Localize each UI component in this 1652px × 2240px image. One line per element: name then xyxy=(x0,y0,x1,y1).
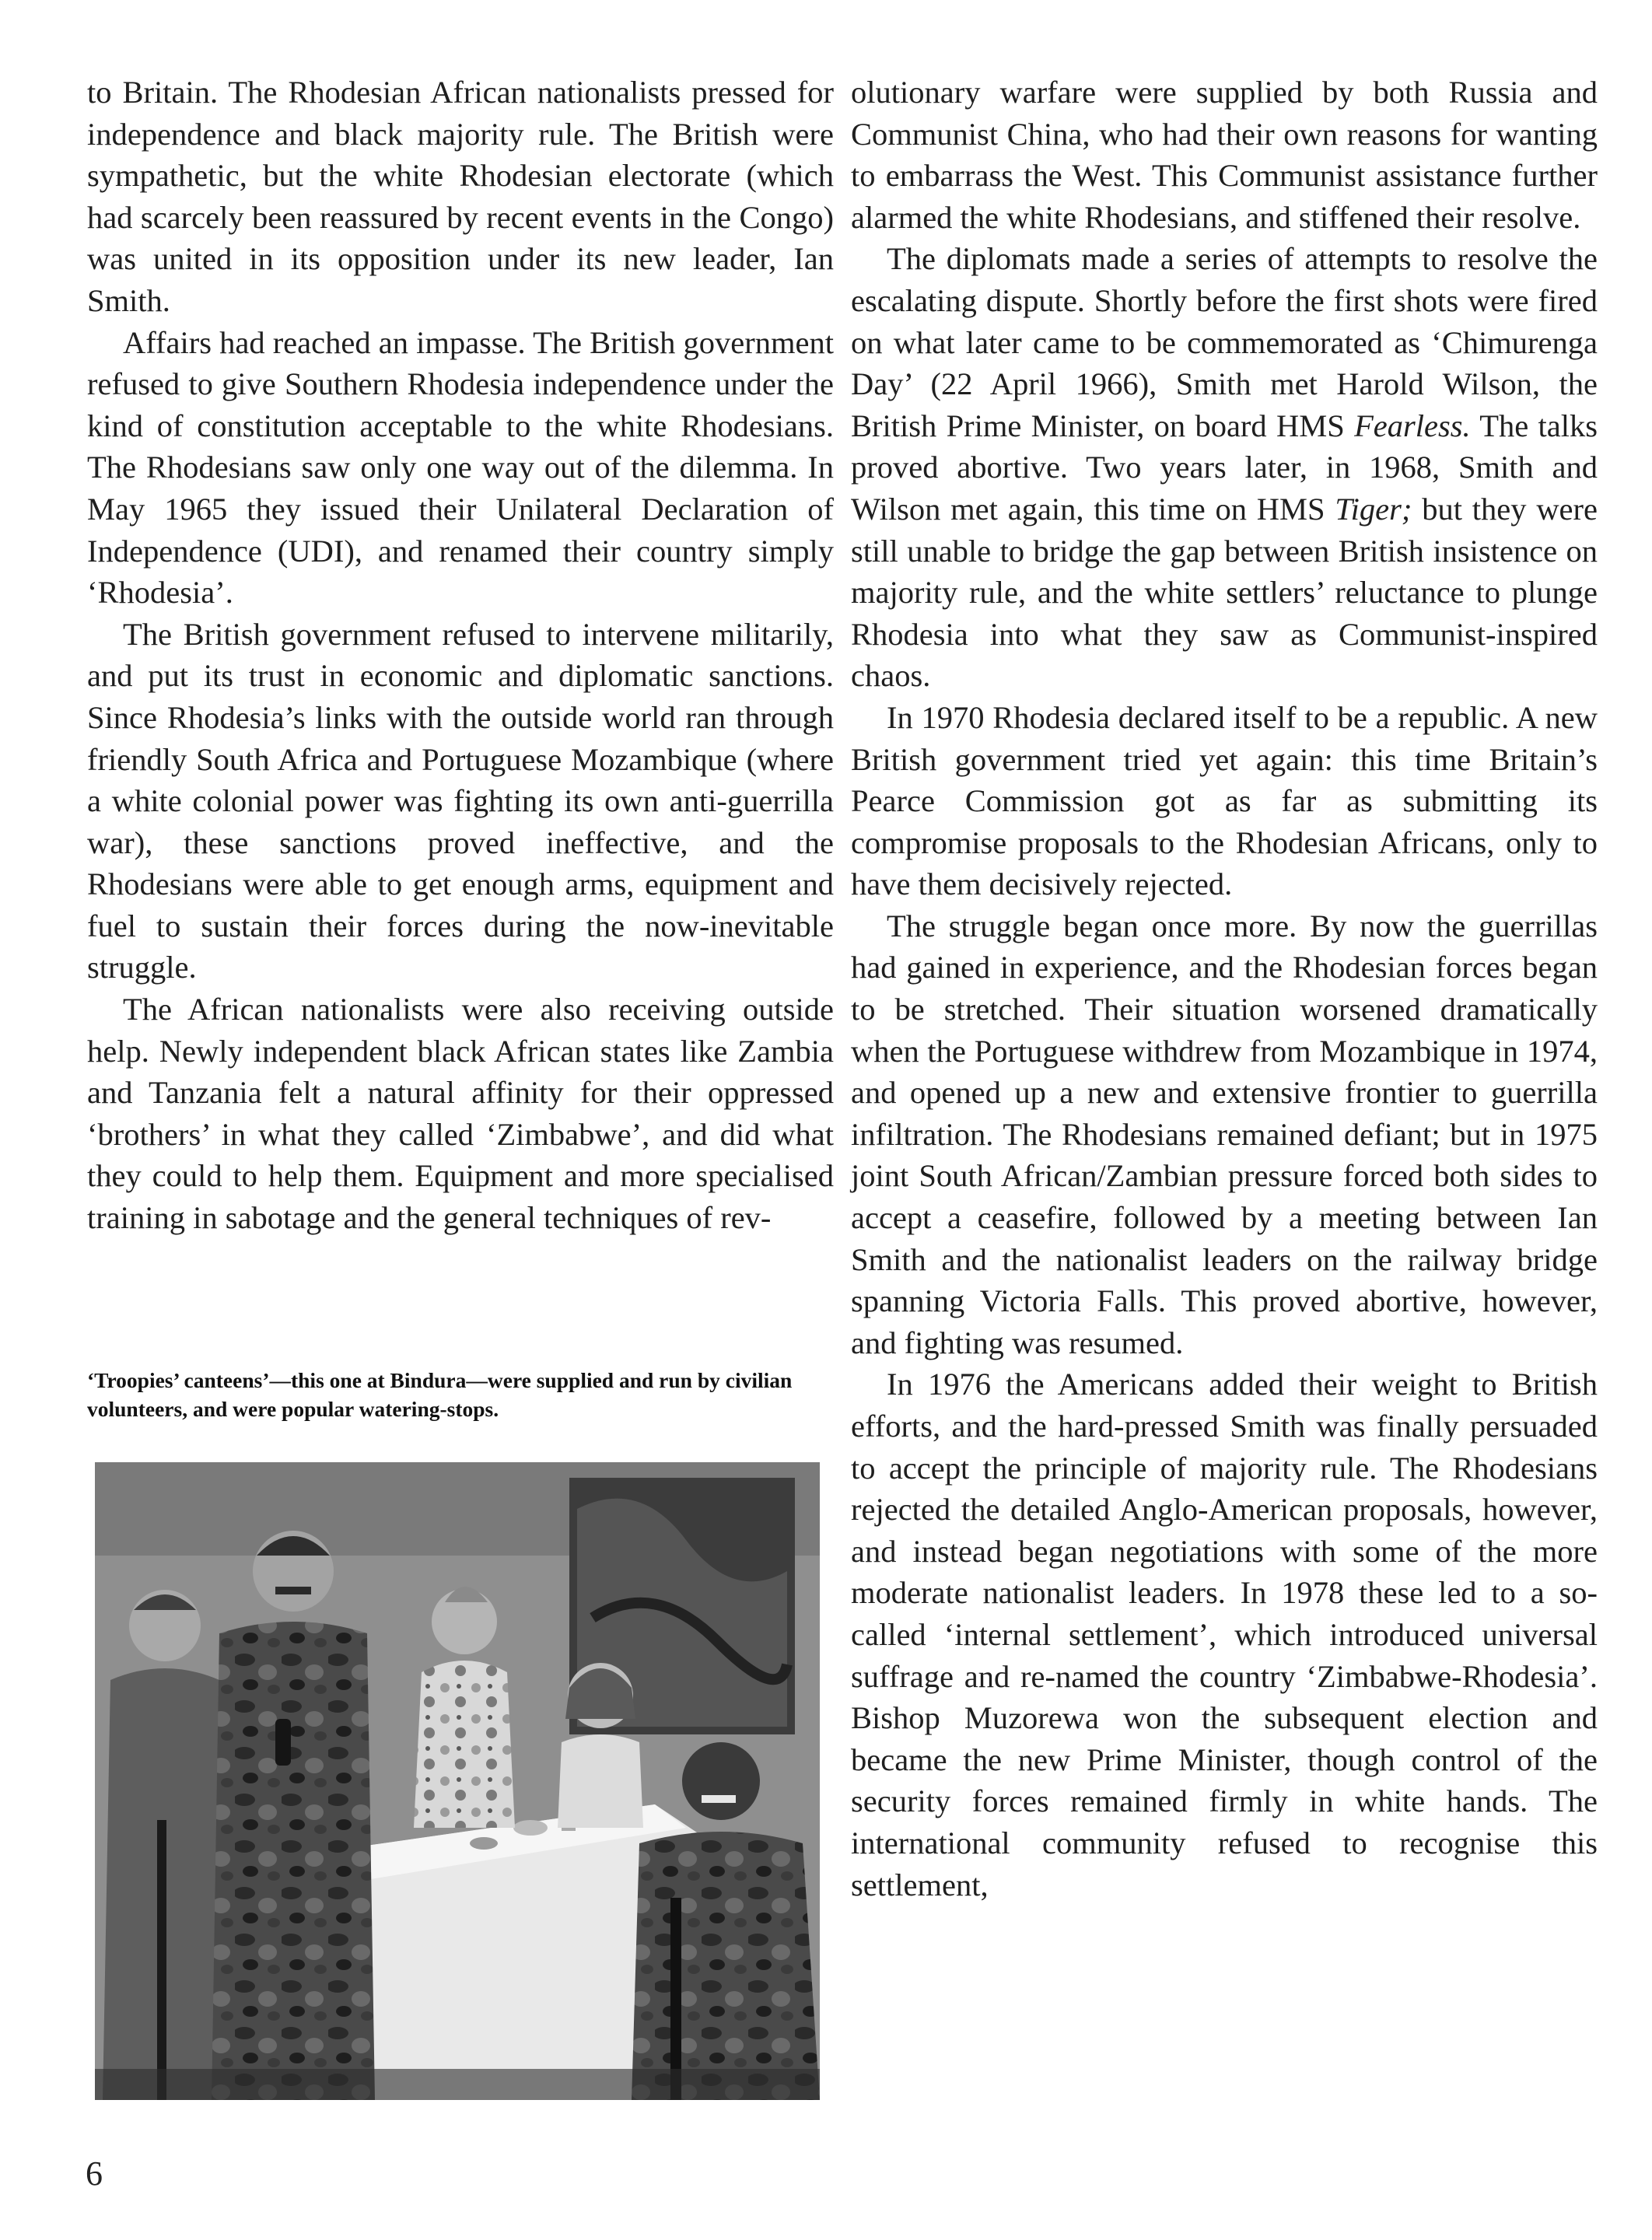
left-paragraph-2: Affairs had reached an impasse. The British government refused to give Southern Rhodesia independence under the kind of constitution acceptable to the white Rhodesians. The Rhodesians saw only one way out of the dilemma. In May 1965 they issued their Unilateral Declaration of Independence (UDI), and renamed their country simply ‘Rhodesia’. xyxy=(87,324,834,611)
left-paragraph-1: to Britain. The Rhodesian African nationalists pressed for independence and black majority rule. The British were sympathetic, but the white Rhodesian electorate (which had scarcely been reassured by recent events in the Congo) was united in its opposition under its new leader, Ian Smith. xyxy=(87,75,834,318)
right-paragraph-3: In 1970 Rhodesia declared itself to be a republic. A new British government tried yet again: this time Britain’s Pearce Commission got as far as submitting its compromise proposals to the Rhodesian Africans, only to have them decisively rejected. xyxy=(851,699,1598,902)
ship-name-fearless: Fearless. xyxy=(1354,408,1471,443)
right-paragraph-2 xyxy=(851,238,1598,697)
right-paragraph-5: In 1976 the Americans added their weight to British efforts, and the hard-pressed Smith was finally persuaded to accept the principle of majority rule. The Rhodesians rejected the detailed Anglo-American proposals, however, and instead began negotiations with some of the more moderate nationalist leaders. In 1978 these led to a so-called ‘internal settlement’, which introduced universal suffrage and re-named the country ‘Zimbabwe-Rhodesia’. Bishop Muzorewa won the subsequent election and became the new Prime Minister, though control of the security forces remained firmly in white hands. The international community refused to recognise this settlement, xyxy=(851,1367,1598,1902)
left-column xyxy=(87,72,834,1239)
photo-caption: ‘Troopies’ canteens’—this one at Bindura—were supplied and run by civilian volunteers, and were popular watering-stops. xyxy=(87,1368,793,1421)
soldier-right xyxy=(682,1742,760,1820)
right-column xyxy=(851,72,1598,1906)
left-paragraph-3: The British government refused to intervene militarily, and put its trust in economic and diplomatic sanctions. Since Rhodesia’s links with the outside world ran through friendly South Africa and Portuguese Mozambique (where a white colonial power was fighting its own anti-guerrilla war), these sanctions proved ineffective, and the Rhodesians were able to get enough arms, equipment and fuel to sustain their forces during the now-inevitable struggle. xyxy=(87,616,834,985)
page-number: 6 xyxy=(86,2154,103,2193)
ship-name-tiger: Tiger; xyxy=(1335,491,1412,527)
right-paragraph-2-part-1: The diplomats made a series of attempts to resolve the escalating dispute. Shortly before the first shots were fired on what later came to be commemorated as ‘Chimurenga Day’ (22 April 1966), Smith met Harold Wilson, the British Prime Minister, on board HMS xyxy=(851,241,1598,443)
canteen-photo xyxy=(95,1462,820,2100)
right-paragraph-4: The struggle began once more. By now the guerrillas had gained in experience, and the Rhodesian forces began to be stretched. Their situation worsened dramatically when the Portuguese withdrew from Mozambique in 1974, and opened up a new and extensive frontier to guerrilla infiltration. The Rhodesians remained defiant; but in 1975 joint South African/Zambian pressure forced both sides to accept a ceasefire, followed by a meeting between Ian Smith and the nationalist leaders on the railway bridge spanning Victoria Falls. This proved abortive, however, and fighting was resumed. xyxy=(851,908,1598,1360)
left-paragraph-4: The African nationalists were also receiving outside help. Newly independent black African states like Zambia and Tanzania felt a natural affinity for their oppressed ‘brothers’ in what they called ‘Zimbabwe’, and did what they could to help them. Equipment and more specialised training in sabotage and the general techniques of rev- xyxy=(87,992,834,1236)
right-paragraph-2-part-2: The talks proved abortive. Two years later, in 1968, Smith and Wilson met again, this time on HMS xyxy=(851,408,1598,527)
right-paragraph-1: olutionary warfare were supplied by both Russia and Communist China, who had their own reasons for wanting to embarrass the West. This Communist assistance further alarmed the white Rhodesians, and stiffened their resolve. xyxy=(851,75,1598,235)
right-paragraph-2-part-3: but they were still unable to bridge the gap between British insistence on majority rule, and the white settlers’ reluctance to plunge Rhodesia into what they saw as Communist-inspired chaos. xyxy=(851,491,1598,694)
